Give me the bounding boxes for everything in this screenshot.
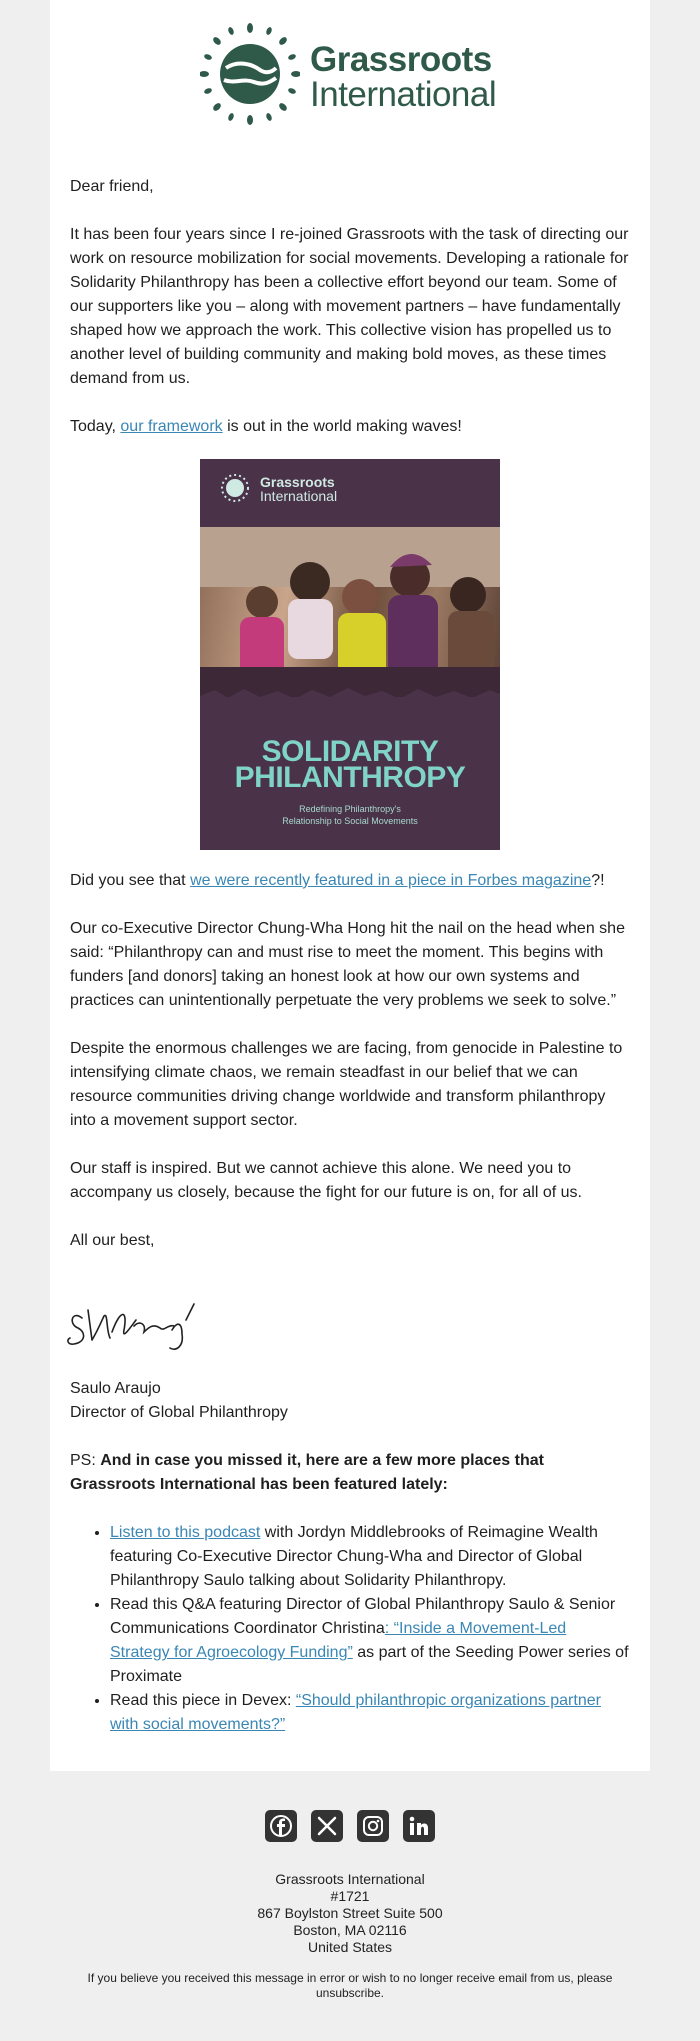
paragraph-6-text: Our staff is inspired. But we cannot achieve this alone. We need you to accompany us closely, because the fight for our future is on, for all of us. — [70, 1160, 582, 1201]
ps-item-2-before: Read this Q&A featuring Director of Global Philanthropy Saulo & Senior Communications Coordinator Christina — [110, 1596, 616, 1637]
cover-subtitle-line-2: Relationship to Social Movements — [282, 816, 418, 826]
email-footer — [0, 1771, 700, 2041]
address-street: 867 Boylston Street Suite 500 — [257, 1905, 443, 1921]
cover-photo-women-and-children — [200, 527, 500, 697]
ps-list-item — [110, 1593, 630, 1689]
logo-line-1: Grassroots — [310, 40, 492, 79]
cover-logo-line-1: Grassroots — [260, 474, 335, 490]
closing-text: All our best, — [70, 1232, 155, 1249]
linkedin-icon-glyph — [408, 1815, 430, 1837]
agroecology-funding-link[interactable]: : “Inside a Movement-Led Strategy for Agroecology Funding” — [110, 1620, 567, 1661]
cover-globe-icon — [220, 473, 250, 503]
forbes-link[interactable]: we were recently featured in a piece in Forbes magazine — [190, 872, 592, 889]
handwritten-signature — [64, 1290, 234, 1360]
cover-title — [200, 735, 500, 794]
cover-title-line-1: SOLIDARITY — [261, 735, 439, 768]
cover-title-line-2: PHILANTHROPY — [234, 761, 466, 794]
paragraph-2-before: Today, — [70, 418, 121, 435]
signer-name: Saulo Araujo — [70, 1380, 161, 1397]
cover-subtitle-line-1: Redefining Philanthropy's — [299, 804, 401, 814]
address-org: Grassroots International — [275, 1871, 425, 1887]
letter-paragraph-1 — [70, 223, 630, 391]
torn-paper-edge — [200, 684, 500, 714]
ps-list-item — [110, 1521, 630, 1593]
ps-bold-text: And in case you missed it, here are a few more places that Grassroots International has been featured lately: — [70, 1452, 544, 1493]
instagram-icon[interactable] — [357, 1810, 389, 1842]
address-suite: #1721 — [330, 1888, 370, 1904]
instagram-icon-glyph — [362, 1815, 384, 1837]
letter-paragraph-4 — [70, 917, 630, 1013]
letter-paragraph-2 — [70, 415, 630, 439]
cover-logo-line-2: International — [260, 488, 338, 504]
globe-hands-logo-icon — [200, 22, 300, 127]
ps-list — [70, 1521, 630, 1737]
ps-item-2-after: as part of the Seeding Power series of Proximate — [110, 1644, 629, 1685]
logo-wordmark — [310, 42, 496, 112]
email-card — [50, 0, 650, 1771]
paragraph-5-text: Despite the enormous challenges we are facing, from genocide in Palestine to intensifying climate chaos, we remain steadfast in our belief that we can resource communities driving change worldwide and transform philanthropy into a movement support sector. — [70, 1040, 623, 1129]
letter-paragraph-6 — [70, 1157, 630, 1205]
paragraph-3-after: ?! — [591, 872, 605, 889]
ps-item-3-before: Read this piece in Devex: — [110, 1692, 296, 1709]
unsubscribe-notice[interactable]: If you believe you received this message in error or wish to no longer receive email from us, please unsubscribe. — [87, 1971, 613, 2000]
ps-section — [70, 1449, 630, 1737]
facebook-icon[interactable] — [265, 1810, 297, 1842]
podcast-link[interactable]: Listen to this podcast — [110, 1524, 261, 1541]
cover-logo — [220, 475, 337, 503]
ps-item-1-after: with Jordyn Middlebrooks of Reimagine Wealth featuring Co-Executive Director Chung-Wha and Director of Global Philanthropy Saulo talking about Solidarity Philanthropy. — [110, 1524, 598, 1589]
letter-paragraph-3 — [70, 869, 630, 893]
signer-title: Director of Global Philanthropy — [70, 1404, 288, 1421]
greeting-text: Dear friend, — [70, 178, 154, 195]
x-icon-glyph — [316, 1815, 338, 1837]
paragraph-2-after: is out in the world making waves! — [222, 418, 462, 435]
paragraph-3-before: Did you see that — [70, 872, 191, 889]
header-logo[interactable] — [200, 22, 500, 127]
solidarity-philanthropy-cover-image[interactable] — [200, 459, 500, 850]
mailing-address — [0, 1871, 700, 1956]
linkedin-icon[interactable] — [403, 1810, 435, 1842]
paragraph-4-text: Our co-Executive Director Chung-Wha Hong hit the nail on the head when she said: “Philanthropy can and must rise to meet the moment. This begins with funders [and donors] taking an honest look at how our own systems and practices can unintentionally perpetuate the very problems we seek to solve.” — [70, 920, 625, 1009]
address-city: Boston, MA 02116 — [293, 1922, 407, 1938]
letter-signer — [70, 1377, 630, 1425]
devex-link[interactable]: “Should philanthropic organizations partner with social movements?” — [110, 1692, 601, 1733]
x-icon[interactable] — [311, 1810, 343, 1842]
paragraph-1-text: It has been four years since I re-joined Grassroots with the task of directing our work on resource mobilization for social movements. Developing a rationale for Solidarity Philanthropy has been a collective effort beyond our team. Some of our supporters like you – along with movement partners – have fundamentally shaped how we approach the work. This collective vision has propelled us to another level of building community and making bold moves, as these times demand from us. — [70, 226, 629, 387]
cover-subtitle — [200, 803, 500, 827]
letter-paragraph-5 — [70, 1037, 630, 1133]
letter-closing — [70, 1229, 630, 1253]
cover-photo-illustration — [200, 527, 500, 697]
letter-greeting — [70, 175, 630, 199]
address-country: United States — [307, 1939, 393, 1955]
social-links — [265, 1810, 435, 1844]
facebook-icon-glyph — [269, 1814, 293, 1838]
logo-line-2: International — [310, 75, 497, 114]
framework-link[interactable]: our framework — [120, 418, 223, 435]
ps-list-item — [110, 1689, 630, 1737]
ps-prefix: PS: — [70, 1452, 101, 1469]
